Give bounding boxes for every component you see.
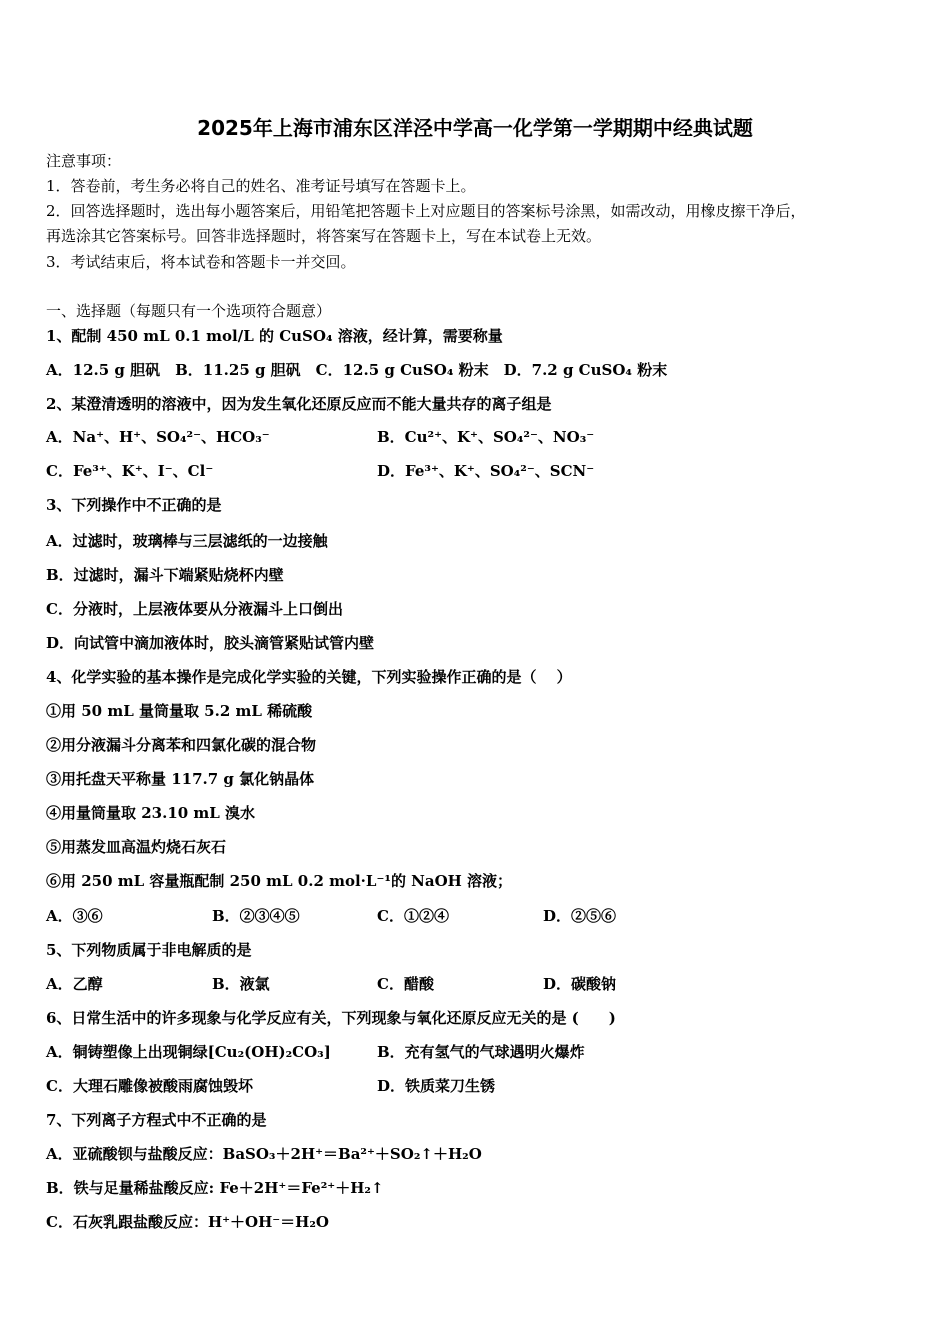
notice-item: 1．答卷前，考生务必将自己的姓名、准考证号填写在答题卡上。: [46, 177, 476, 195]
option-a: A．乙醇: [46, 975, 103, 993]
notice-item: 2．回答选择题时，选出每小题答案后，用铅笔把答题卡上对应题目的答案标号涂黑，如需改动，用橡皮擦干净后，: [46, 202, 806, 220]
question-4-stem: 4、化学实验的基本操作是完成化学实验的关键，下列实验操作正确的是（ ）: [46, 668, 572, 686]
option-a: A．③⑥: [46, 907, 103, 925]
option-c: C．醋酸: [377, 975, 434, 993]
option-c: C．大理石雕像被酸雨腐蚀毁坏: [46, 1077, 253, 1095]
option-b: B．过滤时，漏斗下端紧贴烧杯内壁: [46, 566, 284, 584]
option-b: B．铁与足量稀盐酸反应: Fe＋2H⁺＝Fe²⁺＋H₂↑: [46, 1179, 384, 1197]
option-d: D．向试管中滴加液体时，胶头滴管紧贴试管内壁: [46, 634, 375, 652]
question-6-stem: 6、日常生活中的许多现象与化学反应有关，下列现象与氧化还原反应无关的是 ( ): [46, 1009, 616, 1027]
notice-item: 再选涂其它答案标号。回答非选择题时，将答案写在答题卡上，写在本试卷上无效。: [46, 227, 602, 245]
statement-item: ④用量筒量取 23.10 mL 溴水: [46, 804, 256, 822]
question-1-stem: 1、配制 450 mL 0.1 mol/L 的 CuSO₄ 溶液，经计算，需要称量: [46, 327, 503, 345]
statement-item: ⑤用蒸发皿高温灼烧石灰石: [46, 838, 227, 856]
option-d: D．Fe³⁺、K⁺、SO₄²⁻、SCN⁻: [377, 462, 595, 480]
option-a: A．铜铸塑像上出现铜绿[Cu₂(OH)₂CO₃]: [46, 1043, 331, 1061]
option-a: A．亚硫酸钡与盐酸反应：BaSO₃＋2H⁺＝Ba²⁺＋SO₂↑＋H₂O: [46, 1145, 482, 1163]
page-title: 2025年上海市浦东区洋泾中学高一化学第一学期期中经典试题: [197, 116, 753, 140]
question-1-options: A．12.5 g 胆矾 B．11.25 g 胆矾 C．12.5 g CuSO₄ 粉末 D．7.2 g CuSO₄ 粉末: [46, 361, 668, 379]
statement-item: ⑥用 250 mL 容量瓶配制 250 mL 0.2 mol·L⁻¹的 NaOH 溶液；: [46, 872, 513, 890]
question-7-stem: 7、下列离子方程式中不正确的是: [46, 1111, 267, 1129]
statement-item: ③用托盘天平称量 117.7 g 氯化钠晶体: [46, 770, 315, 788]
option-c: C．分液时，上层液体要从分液漏斗上口倒出: [46, 600, 343, 618]
option-b: B．充有氢气的气球遇明火爆炸: [377, 1043, 585, 1061]
section-heading: 一、选择题（每题只有一个选项符合题意）: [46, 302, 332, 320]
option-b: B．②③④⑤: [212, 907, 300, 925]
statement-item: ②用分液漏斗分离苯和四氯化碳的混合物: [46, 736, 317, 754]
option-c: C．①②④: [377, 907, 449, 925]
question-5-stem: 5、下列物质属于非电解质的是: [46, 941, 252, 959]
option-c: C．Fe³⁺、K⁺、I⁻、Cl⁻: [46, 462, 214, 480]
notice-item: 3．考试结束后，将本试卷和答题卡一并交回。: [46, 253, 356, 271]
option-c: C．石灰乳跟盐酸反应：H⁺＋OH⁻＝H₂O: [46, 1213, 329, 1231]
option-b: B．Cu²⁺、K⁺、SO₄²⁻、NO₃⁻: [377, 428, 595, 446]
notice-heading: 注意事项：: [46, 152, 122, 170]
statement-item: ①用 50 mL 量筒量取 5.2 mL 稀硫酸: [46, 702, 313, 720]
option-d: D．碳酸钠: [543, 975, 617, 993]
question-3-stem: 3、下列操作中不正确的是: [46, 496, 222, 514]
question-2-stem: 2、某澄清透明的溶液中，因为发生氧化还原反应而不能大量共存的离子组是: [46, 395, 552, 413]
option-a: A．过滤时，玻璃棒与三层滤纸的一边接触: [46, 532, 328, 550]
option-a: A．Na⁺、H⁺、SO₄²⁻、HCO₃⁻: [46, 428, 270, 446]
option-d: D．②⑤⑥: [543, 907, 617, 925]
option-d: D．铁质菜刀生锈: [377, 1077, 496, 1095]
option-b: B．液氯: [212, 975, 270, 993]
